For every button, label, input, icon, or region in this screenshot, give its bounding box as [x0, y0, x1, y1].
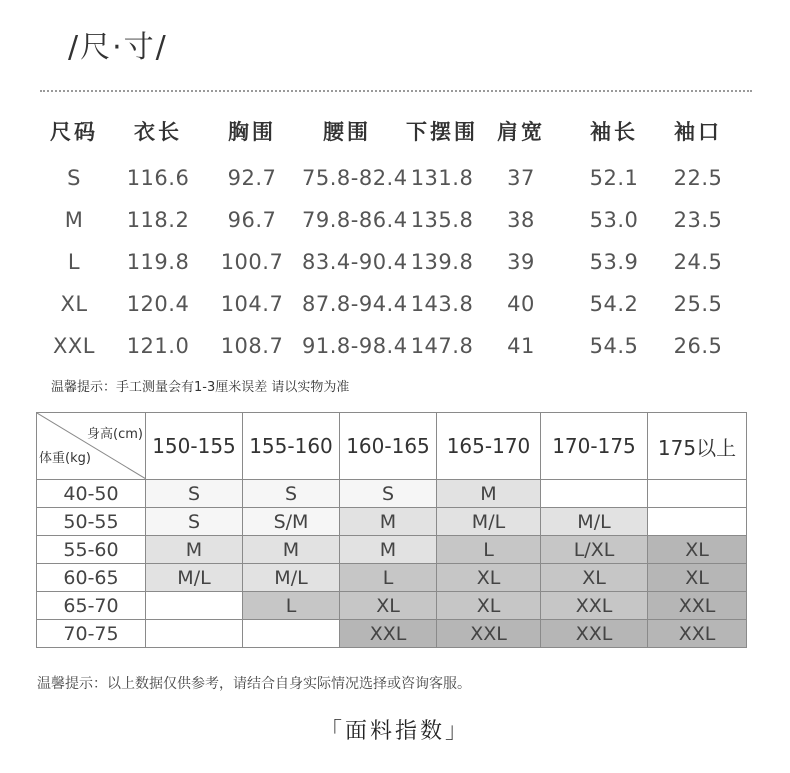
grid-row: [37, 508, 747, 536]
size-recommendation-cell: XL: [437, 564, 541, 592]
size-recommendation-cell: XXL: [541, 592, 648, 620]
size-recommendation-cell: XXL: [340, 620, 437, 648]
height-range-header: 150-155: [146, 413, 243, 480]
table-cell: 39: [507, 250, 535, 274]
size-table-row: [0, 242, 790, 282]
table-cell: 22.5: [673, 166, 723, 190]
height-range-header: 170-175: [541, 413, 648, 480]
grid-row: [37, 564, 747, 592]
size-recommendation-cell: L: [340, 564, 437, 592]
dotted-divider: [40, 90, 752, 92]
size-table-row: [0, 200, 790, 240]
size-table-row: [0, 158, 790, 198]
size-recommendation-cell: XXL: [648, 620, 747, 648]
table-cell: 120.4: [126, 292, 190, 316]
weight-axis-label: 体重(kg): [39, 451, 91, 466]
table-cell: 25.5: [673, 292, 723, 316]
size-recommendation-cell: [243, 620, 340, 648]
height-range-header: 175以上: [648, 413, 747, 480]
table-cell: XXL: [53, 334, 95, 358]
size-recommendation-cell: L: [437, 536, 541, 564]
table-cell: 118.2: [126, 208, 190, 232]
size-recommendation-cell: [146, 620, 243, 648]
size-recommendation-cell: M/L: [146, 564, 243, 592]
table-cell: L: [67, 250, 81, 274]
table-cell: 83.4-90.4: [302, 250, 408, 274]
size-recommendation-cell: [648, 508, 747, 536]
weight-range-label: 60-65: [37, 564, 146, 592]
table-cell: 100.7: [220, 250, 284, 274]
size-recommendation-cell: M: [340, 508, 437, 536]
fabric-index-title: 「面料指数」: [319, 719, 470, 744]
table-cell: M: [64, 208, 84, 232]
grid-row: [37, 480, 747, 508]
size-recommendation-cell: S: [340, 480, 437, 508]
size-recommendation-cell: XL: [648, 564, 747, 592]
weight-range-label: 55-60: [37, 536, 146, 564]
size-table-header: [0, 112, 790, 152]
table-cell: 53.0: [589, 208, 639, 232]
column-header: 衣长: [134, 120, 182, 144]
weight-range-label: 70-75: [37, 620, 146, 648]
grid-row: [37, 592, 747, 620]
table-cell: 119.8: [126, 250, 190, 274]
height-range-header: 160-165: [340, 413, 437, 480]
table-cell: 23.5: [673, 208, 723, 232]
size-recommendation-grid: [36, 412, 747, 648]
size-table-row: [0, 284, 790, 324]
size-recommendation-cell: M/L: [541, 508, 648, 536]
table-cell: 131.8: [410, 166, 474, 190]
table-cell: 37: [507, 166, 535, 190]
size-recommendation-cell: XL: [648, 536, 747, 564]
size-recommendation-cell: XXL: [541, 620, 648, 648]
size-recommendation-cell: L/XL: [541, 536, 648, 564]
table-cell: 143.8: [410, 292, 474, 316]
table-cell: 87.8-94.4: [302, 292, 408, 316]
height-axis-label: 身高(cm): [87, 427, 143, 442]
weight-range-label: 65-70: [37, 592, 146, 620]
table-cell: S: [67, 166, 81, 190]
size-recommendation-cell: XXL: [648, 592, 747, 620]
height-range-header: 155-160: [243, 413, 340, 480]
size-recommendation-cell: XL: [541, 564, 648, 592]
table-cell: 139.8: [410, 250, 474, 274]
size-recommendation-cell: XXL: [437, 620, 541, 648]
size-recommendation-cell: S: [243, 480, 340, 508]
table-cell: 92.7: [227, 166, 277, 190]
column-header: 袖口: [674, 120, 722, 144]
size-recommendation-cell: M: [146, 536, 243, 564]
measurement-tip: 温馨提示：手工测量会有1-3厘米误差 请以实物为准: [51, 380, 350, 395]
table-cell: 91.8-98.4: [302, 334, 408, 358]
weight-range-label: 50-55: [37, 508, 146, 536]
grid-row: [37, 620, 747, 648]
table-cell: 79.8-86.4: [302, 208, 408, 232]
weight-range-label: 40-50: [37, 480, 146, 508]
size-recommendation-cell: [146, 592, 243, 620]
table-cell: 75.8-82.4: [302, 166, 408, 190]
size-recommendation-cell: [541, 480, 648, 508]
table-cell: 147.8: [410, 334, 474, 358]
column-header: 肩宽: [497, 120, 545, 144]
table-cell: 40: [507, 292, 535, 316]
size-recommendation-cell: XL: [340, 592, 437, 620]
table-cell: 54.2: [589, 292, 639, 316]
table-cell: 116.6: [126, 166, 190, 190]
table-cell: 104.7: [220, 292, 284, 316]
table-cell: 41: [507, 334, 535, 358]
size-recommendation-cell: S/M: [243, 508, 340, 536]
size-recommendation-cell: S: [146, 508, 243, 536]
column-header: 胸围: [228, 120, 276, 144]
table-cell: 26.5: [673, 334, 723, 358]
reference-tip: 温馨提示：以上数据仅供参考，请结合自身实际情况选择或咨询客服。: [37, 676, 471, 692]
section-title-size: /尺·寸/: [68, 30, 168, 65]
size-recommendation-cell: M: [340, 536, 437, 564]
table-cell: 108.7: [220, 334, 284, 358]
size-table-row: [0, 326, 790, 366]
table-cell: 24.5: [673, 250, 723, 274]
size-recommendation-cell: L: [243, 592, 340, 620]
column-header: 腰围: [323, 120, 371, 144]
table-cell: 52.1: [589, 166, 639, 190]
grid-header-row: [37, 413, 747, 480]
size-recommendation-cell: M/L: [437, 508, 541, 536]
table-cell: 135.8: [410, 208, 474, 232]
size-recommendation-cell: M: [437, 480, 541, 508]
table-cell: 121.0: [126, 334, 190, 358]
column-header: 袖长: [590, 120, 638, 144]
size-recommendation-cell: M: [243, 536, 340, 564]
size-recommendation-cell: S: [146, 480, 243, 508]
table-cell: 38: [507, 208, 535, 232]
size-recommendation-cell: XL: [437, 592, 541, 620]
column-header: 尺码: [50, 120, 98, 144]
table-cell: 54.5: [589, 334, 639, 358]
table-cell: XL: [60, 292, 88, 316]
column-header: 下摆围: [406, 120, 478, 144]
size-recommendation-cell: M/L: [243, 564, 340, 592]
height-range-header: 165-170: [437, 413, 541, 480]
table-cell: 96.7: [227, 208, 277, 232]
table-cell: 53.9: [589, 250, 639, 274]
corner-cell: [37, 413, 146, 480]
grid-row: [37, 536, 747, 564]
size-recommendation-cell: [648, 480, 747, 508]
